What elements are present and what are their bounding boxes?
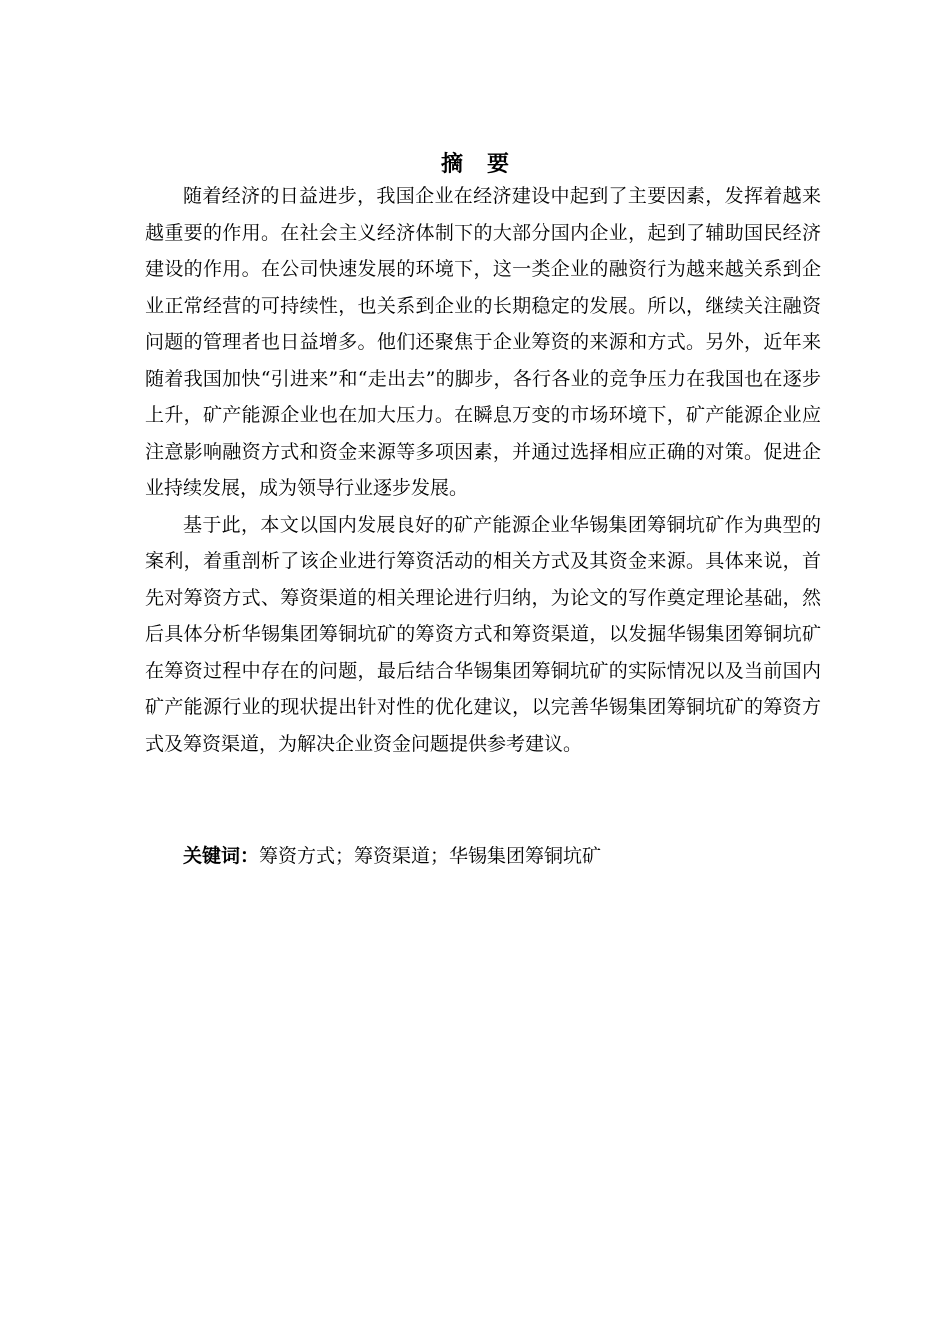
keywords-label: 关键词： [183,845,260,867]
abstract-paragraph-2: 基于此，本文以国内发展良好的矿产能源企业华锡集团筹铜坑矿作为典型的案利，着重剖析了该企业进行筹资活动的相关方式及其资金来源。具体来说，首先对筹资方式、筹资渠道的相关理论进行归纳，为论文的写作奠定理论基础，然后具体分析华锡集团筹铜坑矿的筹资方式和筹资渠道，以发掘华锡集团筹铜坑矿在筹资过程中存在的问题，最后结合华锡集团筹铜坑矿的实际情况以及当前国内矿产能源行业的现状提出针对性的优化建议，以完善华锡集团筹铜坑矿的筹资方式及筹资渠道，为解决企业资金问题提供参考建议。 [145,513,821,755]
abstract-paragraph-1: 随着经济的日益进步，我国企业在经济建设中起到了主要因素，发挥着越来越重要的作用。在社会主义经济体制下的大部分国内企业，起到了辅助国民经济建设的作用。在公司快速发展的环境下，这一类企业的融资行为越来越关系到企业正常经营的可持续性，也关系到企业的长期稳定的发展。所以，继续关注融资问题的管理者也日益增多。他们还聚焦于企业筹资的来源和方式。另外，近年来随着我国加快“引进来”和“走出去”的脚步，各行各业的竞争压力在我国也在逐步上升，矿产能源企业也在加大压力。在瞬息万变的市场环境下，矿产能源企业应注意影响融资方式和资金来源等多项因素，并通过选择相应正确的对策。促进企业持续发展，成为领导行业逐步发展。 [145,185,821,499]
abstract-body [145,178,821,762]
keywords-text: 筹资方式；筹资渠道；华锡集团筹铜坑矿 [259,845,602,867]
abstract-title: 摘要 [440,152,533,177]
keywords-line [183,838,823,874]
